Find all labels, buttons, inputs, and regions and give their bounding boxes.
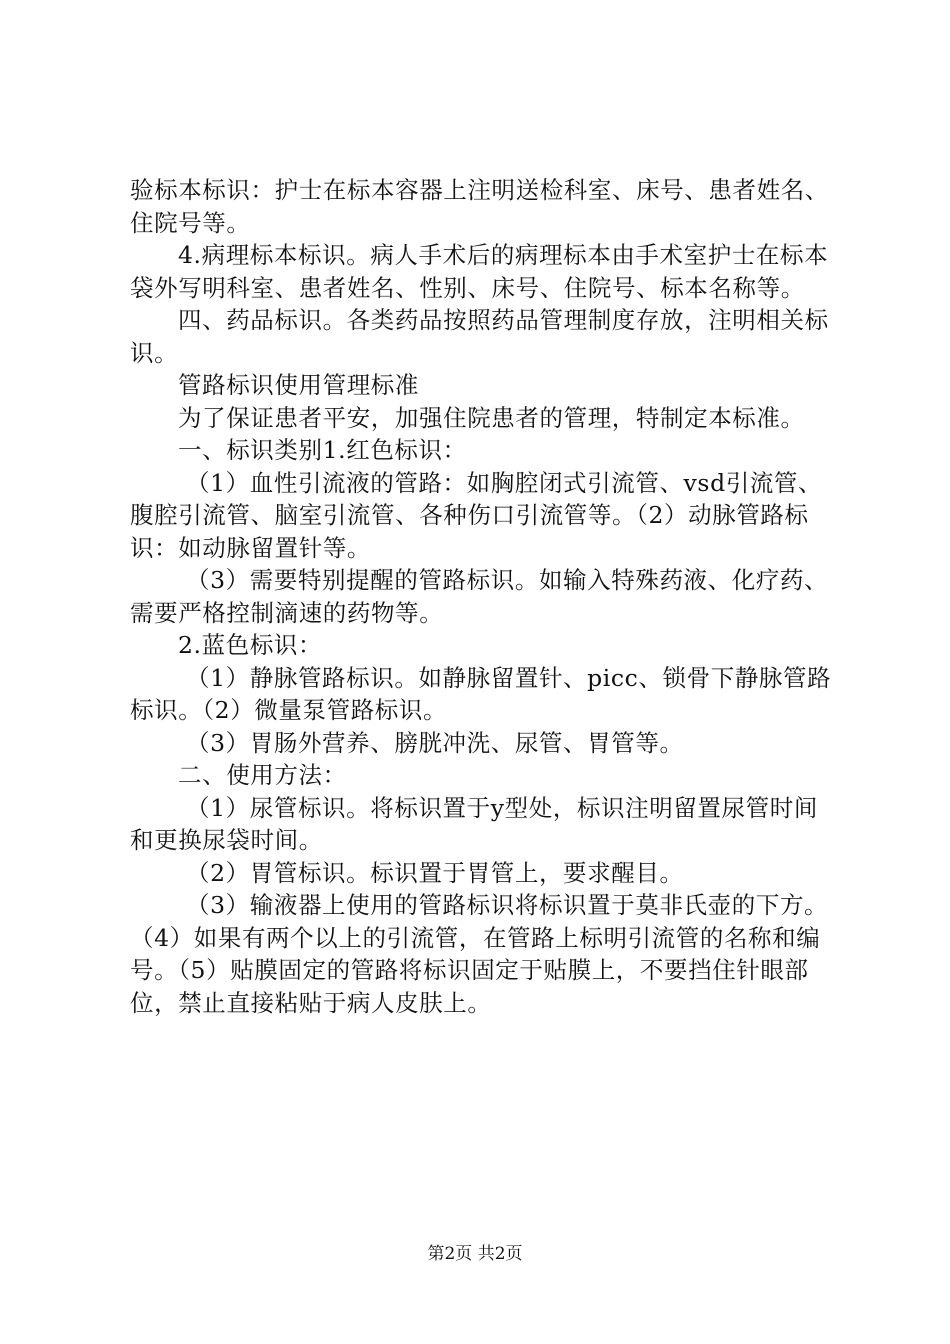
paragraph-specimen-label-cont: 验标本标识：护士在标本容器上注明送检科室、床号、患者姓名、住院号等。 (130, 176, 829, 237)
section-heading-tube-label-standard: 管路标识使用管理标准 (178, 371, 419, 399)
paragraph-blue-item-1-2: （1）静脉管路标识。如静脉留置针、picc、锁骨下静脉管路标识。（2）微量泵管路标识。 (130, 663, 832, 724)
paragraph-blue-item-3: （3）胃肠外营养、膀胱冲洗、尿管、胃管等。 (186, 728, 684, 757)
paragraph-label-category-blue: 2.蓝色标识： (178, 631, 323, 659)
paragraph-red-item-1-2: （1）血性引流液的管路：如胸腔闭式引流管、vsd引流管、腹腔引流管、脑室引流管、各种伤口引流管等。（2）动脉管路标识：如动脉留置针等。 (130, 468, 823, 562)
paragraph-usage-item-1: （1）尿管标识。将标识置于y型处，标识注明留置尿管时间和更换尿袋时间。 (130, 793, 818, 854)
paragraph-red-item-3: （3）需要特别提醒的管路标识。如输入特殊药液、化疗药、需要严格控制滴速的药物等。 (130, 566, 829, 627)
paragraph-label-category-red: 一、标识类别1.红色标识： (178, 436, 467, 464)
paragraph-pathology-specimen: 4.病理标本标识。病人手术后的病理标本由手术室护士在标本袋外写明科室、患者姓名、性别、床号、住院号、标本名称等。 (130, 241, 829, 302)
paragraph-usage-item-2: （2）胃管标识。标识置于胃管上，要求醒目。 (186, 858, 684, 887)
document-body (130, 174, 842, 1019)
paragraph-usage-heading: 二、使用方法： (178, 761, 347, 789)
paragraph-usage-item-3-5: （3）输液器上使用的管路标识将标识置于莫非氏壶的下方。（4）如果有两个以上的引流管，在管路上标明引流管的名称和编号。（5）贴膜固定的管路将标识固定于贴膜上，不要挡住针眼部位，禁止直接粘贴于病人皮肤上。 (130, 891, 829, 1017)
paragraph-purpose: 为了保证患者平安，加强住院患者的管理，特制定本标准。 (178, 403, 805, 432)
paragraph-drug-label: 四、药品标识。各类药品按照药品管理制度存放，注明相关标识。 (130, 306, 829, 367)
page-number-footer: 第2页 共2页 (427, 1244, 523, 1264)
